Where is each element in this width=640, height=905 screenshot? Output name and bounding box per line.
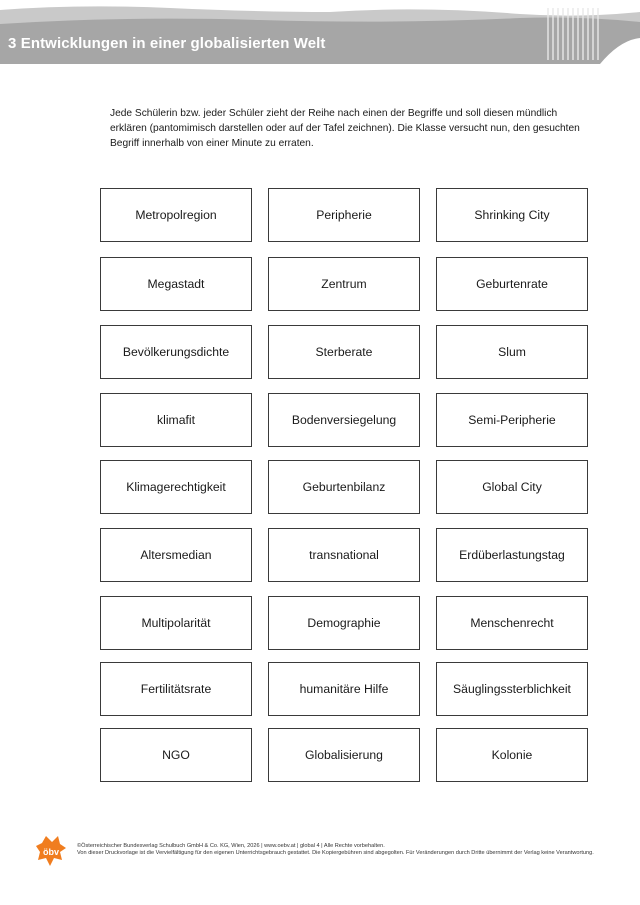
footer-line-1: ©Österreichischer Bundesverlag Schulbuch GmbH & Co. KG, Wien, 2026 | www.oebv.at | global 4 | Alle Rechte vorbehalten. xyxy=(77,843,385,849)
term-card: Menschenrecht xyxy=(436,596,588,650)
footer-line-2: Von dieser Druckvorlage ist die Vervielfältigung für den eigenen Unterrichtsgebrauch gestattet. Die Kopiergebühren sind abgegolten. Für Veränderungen durch Dritte übernimmt der Verlag keine Verantwortung. xyxy=(77,850,594,857)
term-card: Shrinking City xyxy=(436,188,588,242)
term-card: Semi-Peripherie xyxy=(436,393,588,447)
term-card: Klimagerechtigkeit xyxy=(100,460,252,514)
term-card: Altersmedian xyxy=(100,528,252,582)
term-card: Bodenversiegelung xyxy=(268,393,420,447)
term-card: Globalisierung xyxy=(268,728,420,782)
term-card: humanitäre Hilfe xyxy=(268,662,420,716)
logo-text: öbv xyxy=(42,847,60,857)
footer-copyright xyxy=(77,843,597,858)
term-card: Sterberate xyxy=(268,325,420,379)
term-card: Geburtenrate xyxy=(436,257,588,311)
term-card: Fertilitätsrate xyxy=(100,662,252,716)
term-card: Megastadt xyxy=(100,257,252,311)
term-card: Multipolarität xyxy=(100,596,252,650)
term-card: Metropolregion xyxy=(100,188,252,242)
term-card: Bevölkerungsdichte xyxy=(100,325,252,379)
term-card: Demographie xyxy=(268,596,420,650)
term-card: NGO xyxy=(100,728,252,782)
term-card: Säuglingssterblichkeit xyxy=(436,662,588,716)
term-card: Geburtenbilanz xyxy=(268,460,420,514)
instruction-text: Jede Schülerin bzw. jeder Schüler zieht der Reihe nach einen der Begriffe und soll diesen mündlich erklären (pantomimisch darstellen oder auf der Tafel zeichnen). Die Klasse versucht nun, den gesuchten Begriff innerhalb von einer Minute zu erraten. xyxy=(110,108,580,149)
term-card: Slum xyxy=(436,325,588,379)
term-card: Kolonie xyxy=(436,728,588,782)
term-card: Zentrum xyxy=(268,257,420,311)
page-title: 3 Entwicklungen in einer globalisierten Welt xyxy=(8,35,326,52)
oebv-logo-icon xyxy=(36,834,66,866)
term-card: Erdüberlastungstag xyxy=(436,528,588,582)
term-card: Global City xyxy=(436,460,588,514)
term-card: Peripherie xyxy=(268,188,420,242)
term-card: transnational xyxy=(268,528,420,582)
page-header xyxy=(0,0,640,64)
term-card: klimafit xyxy=(100,393,252,447)
header-banner-graphic xyxy=(0,0,640,64)
